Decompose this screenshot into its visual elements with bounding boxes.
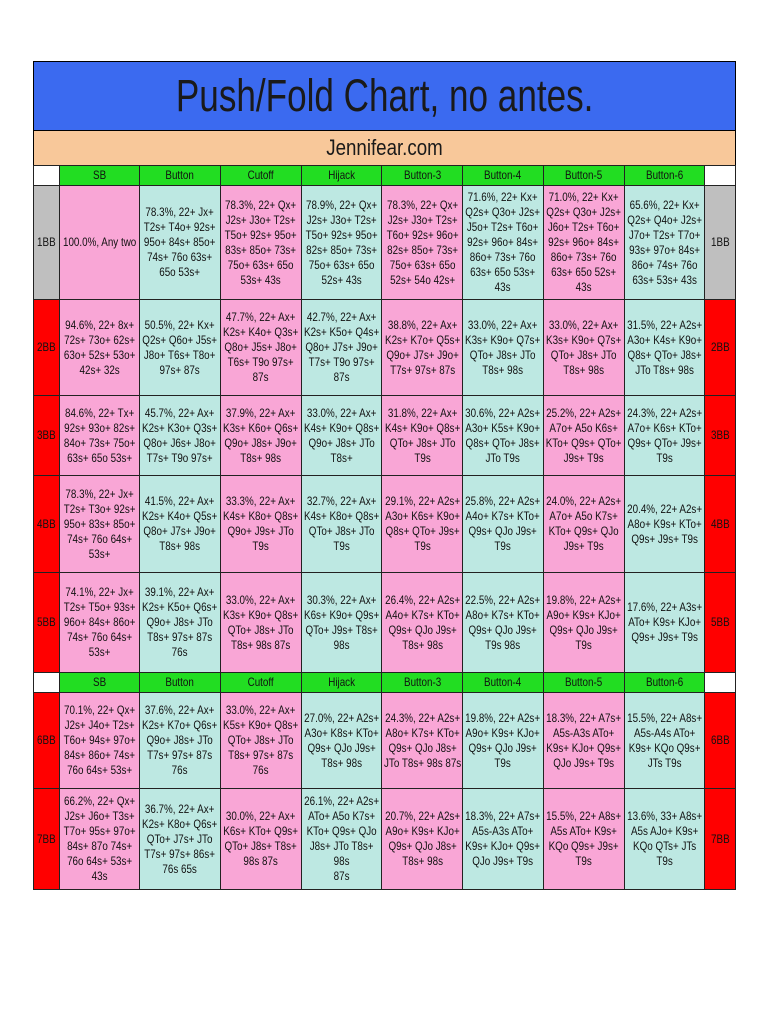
stack-size-label xyxy=(34,476,60,573)
position-header-label: Button-3 xyxy=(403,675,441,689)
range-cell-text: 25.8%, 22+ A2s+ A4o+ K7s+ KTo+ Q9s+ QJo J9s+ T9s xyxy=(465,494,541,553)
chart-table xyxy=(33,165,736,890)
range-cell-text: 30.0%, 22+ Ax+ K6s+ KTo+ Q9s+ QTo+ J8s+ T8s+ 98s 87s xyxy=(223,809,299,868)
range-cell-text: 38.8%, 22+ Ax+ K2s+ K7o+ Q5s+ Q9o+ J7s+ J9o+ T7s+ 97s+ 87s xyxy=(384,317,460,377)
stack-size-label xyxy=(705,476,736,573)
stack-size-label xyxy=(34,789,60,890)
position-header xyxy=(59,166,140,186)
range-cell-text: 20.4%, 22+ A2s+ A8o+ K9s+ KTo+ Q9s+ J9s+ T9s xyxy=(626,501,702,546)
range-cell xyxy=(140,476,221,573)
position-header-label: Button-5 xyxy=(565,168,603,182)
stack-size-label-text: 6BB xyxy=(36,733,56,747)
range-cell xyxy=(382,789,463,890)
stack-size-label xyxy=(705,396,736,476)
stack-row xyxy=(34,693,736,789)
position-header-label: Button-5 xyxy=(565,675,603,689)
range-cell xyxy=(382,186,463,300)
range-cell-text: 29.1%, 22+ A2s+ A3o+ K6s+ K9o+ Q8s+ QTo+ J9s+ T9s xyxy=(384,494,460,553)
range-cell xyxy=(543,789,624,890)
range-cell-text: 42.7%, 22+ Ax+ K2s+ K5o+ Q4s+ Q8o+ J7s+ J9o+ T7s+ T9o 97s+ 87s xyxy=(303,310,380,384)
range-cell-text: 27.0%, 22+ A2s+ A3o+ K8s+ KTo+ Q9s+ QJo J9s+ T8s+ 98s xyxy=(304,710,380,770)
position-header-label: Button-6 xyxy=(645,675,684,689)
stack-size-label-text: 1BB xyxy=(710,235,730,249)
position-header xyxy=(59,673,140,693)
position-header-label: Cutoff xyxy=(247,168,274,182)
range-cell xyxy=(140,789,221,890)
stack-size-label-text: 5BB xyxy=(710,615,730,629)
position-header-label: Button xyxy=(165,675,195,689)
position-header xyxy=(543,673,624,693)
range-cell-text: 26.4%, 22+ A2s+ A4o+ K7s+ KTo+ Q9s+ QJo J9s+ T8s+ 98s xyxy=(384,592,460,652)
range-cell-text: 78.3%, 22+ Qx+ J2s+ J3o+ T2s+ T5o+ 92s+ 95o+ 83s+ 85o+ 73s+ 75o+ 63s+ 65o 53s+ 43s xyxy=(224,197,297,287)
range-cell-text: 33.3%, 22+ Ax+ K4s+ K8o+ Q8s+ Q9o+ J9s+ JTo T9s xyxy=(223,494,299,553)
range-cell-text: 94.6%, 22+ 8x+ 72s+ 73o+ 62s+ 63o+ 52s+ 53o+ 42s+ 32s xyxy=(63,317,136,377)
stack-size-label xyxy=(705,789,736,890)
range-cell-text: 30.3%, 22+ Ax+ K6s+ K9o+ Q9s+ QTo+ J9s+ T8s+ 98s xyxy=(303,592,380,652)
range-cell xyxy=(463,186,544,300)
range-cell xyxy=(624,476,705,573)
range-cell-text: 33.0%, 22+ Ax+ K4s+ K9o+ Q8s+ Q9o+ J8s+ JTo T8s+ xyxy=(303,405,380,465)
range-cell-text: 33.0%, 22+ Ax+ K3s+ K9o+ Q8s+ QTo+ J8s+ JTo T8s+ 98s 87s xyxy=(223,592,299,652)
range-cell xyxy=(382,573,463,673)
header-blank-cell xyxy=(34,673,60,693)
stack-row xyxy=(34,396,736,476)
range-cell-text: 45.7%, 22+ Ax+ K2s+ K3o+ Q3s+ Q8o+ J6s+ J8o+ T7s+ T9o 97s+ xyxy=(142,405,218,465)
stack-size-label xyxy=(705,186,736,300)
range-cell xyxy=(543,186,624,300)
range-cell-text: 84.6%, 22+ Tx+ 92s+ 93o+ 82s+ 84o+ 73s+ 75o+ 63s+ 65o 53s+ xyxy=(63,405,136,465)
range-cell-text: 78.3%, 22+ Jx+ T2s+ T3o+ 92s+ 95o+ 83s+ 85o+ 74s+ 76o 64s+ 53s+ xyxy=(63,486,136,561)
range-cell xyxy=(624,693,705,789)
stack-size-label-text: 3BB xyxy=(710,428,730,442)
range-cell-text: 41.5%, 22+ Ax+ K2s+ K4o+ Q5s+ Q8o+ J7s+ J9o+ T8s+ 98s xyxy=(142,494,218,553)
chart-subtitle: Jennifear.com xyxy=(326,135,443,160)
range-cell-text: 32.7%, 22+ Ax+ K4s+ K8o+ Q8s+ QTo+ J8s+ JTo T9s xyxy=(303,494,380,553)
range-cell-text: 15.5%, 22+ A8s+ A5s-A4s ATo+ K9s+ KQo Q9s+ JTs T9s xyxy=(626,710,702,770)
range-cell xyxy=(624,300,705,396)
stack-size-label-text: 7BB xyxy=(710,831,730,846)
range-cell xyxy=(543,396,624,476)
range-cell-text: 78.9%, 22+ Qx+ J2s+ J3o+ T2s+ T5o+ 92s+ 95o+ 82s+ 85o+ 73s+ 75o+ 63s+ 65o 52s+ 43s xyxy=(305,197,378,287)
range-cell xyxy=(624,789,705,890)
range-cell xyxy=(543,573,624,673)
range-cell xyxy=(301,693,382,789)
position-header xyxy=(463,166,544,186)
range-cell xyxy=(301,396,382,476)
range-cell xyxy=(59,396,140,476)
range-cell xyxy=(543,693,624,789)
range-cell-text: 13.6%, 33+ A8s+ A5s AJo+ K9s+ KQo QTs+ JTs T9s xyxy=(626,809,702,868)
header-blank-cell xyxy=(34,166,60,186)
position-header xyxy=(382,673,463,693)
range-cell xyxy=(382,300,463,396)
range-cell-text: 17.6%, 22+ A3s+ ATo+ K9s+ KJo+ Q9s+ J9s+ T9s xyxy=(626,600,702,644)
header-row xyxy=(34,673,736,693)
stack-row xyxy=(34,186,736,300)
range-cell xyxy=(220,693,301,789)
range-cell-text: 65.6%, 22+ Kx+ Q2s+ Q4o+ J2s+ J7o+ T2s+ T7o+ 93s+ 97o+ 84s+ 86o+ 74s+ 76o 63s+ 53s+ 43s xyxy=(627,197,702,287)
stack-size-label-text: 7BB xyxy=(36,831,56,846)
position-header-label: Cutoff xyxy=(247,675,274,689)
range-cell xyxy=(220,789,301,890)
position-header-label: Button-4 xyxy=(484,675,522,689)
range-cell xyxy=(220,476,301,573)
range-cell xyxy=(301,300,382,396)
range-cell xyxy=(382,476,463,573)
range-cell xyxy=(59,693,140,789)
stack-size-label-text: 3BB xyxy=(36,428,56,442)
range-cell xyxy=(463,476,544,573)
range-cell xyxy=(463,693,544,789)
stack-row xyxy=(34,789,736,890)
stack-size-label-text: 2BB xyxy=(710,340,730,354)
position-header-label: SB xyxy=(92,168,106,182)
range-cell-text: 50.5%, 22+ Kx+ Q2s+ Q6o+ J5s+ J8o+ T6s+ T8o+ 97s+ 87s xyxy=(142,317,218,377)
range-cell-text: 74.1%, 22+ Jx+ T2s+ T5o+ 93s+ 96o+ 84s+ 86o+ 74s+ 76o 64s+ 53s+ xyxy=(63,585,136,659)
range-cell xyxy=(220,186,301,300)
range-cell-text: 33.0%, 22+ Ax+ K3s+ K9o+ Q7s+ QTo+ J8s+ JTo T8s+ 98s xyxy=(546,317,622,377)
range-cell-text: 37.9%, 22+ Ax+ K3s+ K6o+ Q6s+ Q9o+ J8s+ J9o+ T8s+ 98s xyxy=(223,405,299,465)
position-header xyxy=(382,166,463,186)
position-header xyxy=(624,166,705,186)
position-header-label: Button xyxy=(165,168,195,182)
stack-size-label xyxy=(34,396,60,476)
range-cell xyxy=(301,476,382,573)
position-header-label: Button-6 xyxy=(645,168,684,182)
range-cell xyxy=(59,186,140,300)
stack-size-label xyxy=(34,573,60,673)
header-row xyxy=(34,166,736,186)
range-cell-text: 30.6%, 22+ A2s+ A3o+ K5s+ K9o+ Q8s+ QTo+ J8s+ JTo T9s xyxy=(465,405,541,465)
range-cell xyxy=(382,396,463,476)
stack-size-label xyxy=(34,300,60,396)
range-cell-text: 70.1%, 22+ Qx+ J2s+ J4o+ T2s+ T6o+ 94s+ 97o+ 84s+ 86o+ 74s+ 76o 64s+ 53s+ xyxy=(63,703,136,777)
range-cell xyxy=(140,693,221,789)
range-cell xyxy=(220,396,301,476)
range-cell xyxy=(59,476,140,573)
range-cell xyxy=(624,396,705,476)
position-header xyxy=(301,166,382,186)
range-cell-text: 24.0%, 22+ A2s+ A7o+ A5o K7s+ KTo+ Q9s+ QJo J9s+ T9s xyxy=(546,494,622,553)
position-header-label: SB xyxy=(92,675,106,689)
range-cell xyxy=(463,396,544,476)
range-cell xyxy=(624,186,705,300)
range-cell-text: 47.7%, 22+ Ax+ K2s+ K4o+ Q3s+ Q8o+ J5s+ J8o+ T6s+ T9o 97s+ 87s xyxy=(223,310,299,384)
range-cell-text: 18.3%, 22+ A7s+ A5s-A3s ATo+ K9s+ KJo+ Q9s+ QJo J9s+ T9s xyxy=(465,809,541,868)
push-fold-chart xyxy=(33,61,736,890)
range-cell-text: 37.6%, 22+ Ax+ K2s+ K7o+ Q6s+ Q9o+ J8s+ JTo T7s+ 97s+ 87s 76s xyxy=(142,703,218,777)
range-cell-text: 66.2%, 22+ Qx+ J2s+ J6o+ T3s+ T7o+ 95s+ 97o+ 84s+ 87o 74s+ 76o 64s+ 53s+ 43s xyxy=(63,794,136,883)
range-cell xyxy=(382,693,463,789)
stack-size-label xyxy=(705,300,736,396)
range-cell xyxy=(140,396,221,476)
subtitle-bar xyxy=(33,131,736,165)
range-cell xyxy=(543,476,624,573)
chart-title: Push/Fold Chart, no antes. xyxy=(175,70,594,121)
range-cell-text: 19.8%, 22+ A2s+ A9o+ K9s+ KJo+ Q9s+ QJo J9s+ T9s xyxy=(546,592,622,652)
stack-size-label-text: 4BB xyxy=(710,516,730,531)
stack-size-label xyxy=(705,573,736,673)
stack-size-label-text: 2BB xyxy=(36,340,56,354)
header-blank-cell xyxy=(705,166,736,186)
range-cell-text: 33.0%, 22+ Ax+ K5s+ K9o+ Q8s+ QTo+ J8s+ JTo T8s+ 97s+ 87s 76s xyxy=(223,703,299,777)
range-cell-text: 78.3%, 22+ Jx+ T2s+ T4o+ 92s+ 95o+ 84s+ 85o+ 74s+ 76o 63s+ 65o 53s+ xyxy=(144,205,216,279)
range-cell-text: 31.8%, 22+ Ax+ K4s+ K9o+ Q8s+ QTo+ J8s+ JTo T9s xyxy=(384,405,460,465)
header-blank-cell xyxy=(705,673,736,693)
stack-row xyxy=(34,300,736,396)
range-cell-text: 71.0%, 22+ Kx+ Q2s+ Q3o+ J2s+ J6o+ T2s+ T6o+ 92s+ 96o+ 84s+ 86o+ 73s+ 76o 63s+ 65o 52s+ 43s xyxy=(546,190,622,294)
stack-size-label-text: 4BB xyxy=(36,516,56,531)
range-cell-text: 39.1%, 22+ Ax+ K2s+ K5o+ Q6s+ Q9o+ J8s+ JTo T8s+ 97s+ 87s 76s xyxy=(142,585,218,659)
range-cell xyxy=(59,573,140,673)
range-cell xyxy=(624,573,705,673)
range-cell-text: 22.5%, 22+ A2s+ A8o+ K7s+ KTo+ Q9s+ QJo J9s+ T9s 98s xyxy=(465,592,541,652)
position-header-label: Button-4 xyxy=(484,168,522,182)
range-cell-text: 20.7%, 22+ A2s+ A9o+ K9s+ KJo+ Q9s+ QJo J8s+ T8s+ 98s xyxy=(384,809,460,868)
position-header xyxy=(301,673,382,693)
position-header-label: Hijack xyxy=(328,675,355,689)
range-cell-text: 78.3%, 22+ Qx+ J2s+ J3o+ T2s+ T6o+ 92s+ 96o+ 82s+ 85o+ 73s+ 75o+ 63s+ 65o 52s+ 54o 42s+ xyxy=(386,197,459,287)
stack-size-label-text: 6BB xyxy=(710,733,730,747)
stack-size-label-text: 5BB xyxy=(36,615,56,629)
stack-row xyxy=(34,476,736,573)
range-cell xyxy=(301,789,382,890)
range-cell xyxy=(463,573,544,673)
position-header xyxy=(220,166,301,186)
range-cell xyxy=(220,300,301,396)
range-cell xyxy=(140,186,221,300)
range-cell xyxy=(140,300,221,396)
range-cell-text: 24.3%, 22+ A2s+ A7o+ K6s+ KTo+ Q9s+ QTo+ J9s+ T9s xyxy=(626,405,702,465)
range-cell xyxy=(301,186,382,300)
position-header xyxy=(624,673,705,693)
range-cell xyxy=(543,300,624,396)
range-cell xyxy=(140,573,221,673)
stack-size-label xyxy=(705,693,736,789)
range-cell-text: 71.6%, 22+ Kx+ Q2s+ Q3o+ J2s+ J5o+ T2s+ T6o+ 92s+ 96o+ 84s+ 86o+ 73s+ 76o 63s+ 65o 53s+ 43s xyxy=(465,190,541,294)
position-header xyxy=(140,673,221,693)
range-cell-text: 31.5%, 22+ A2s+ A3o+ K4s+ K9o+ Q8s+ QTo+ J8s+ JTo T8s+ 98s xyxy=(626,317,702,377)
stack-size-label xyxy=(34,693,60,789)
stack-size-label xyxy=(34,186,60,300)
position-header xyxy=(140,166,221,186)
stack-row xyxy=(34,573,736,673)
range-cell-text: 100.0%, Any two xyxy=(62,235,137,249)
range-cell-text: 36.7%, 22+ Ax+ K2s+ K8o+ Q6s+ QTo+ J7s+ JTo T7s+ 97s+ 86s+ 76s 65s xyxy=(142,801,218,876)
stack-size-label-text: 1BB xyxy=(36,235,56,249)
range-cell xyxy=(59,300,140,396)
position-header xyxy=(220,673,301,693)
range-cell-text: 25.2%, 22+ A2s+ A7o+ A5o K6s+ KTo+ Q9s+ QTo+ J9s+ T9s xyxy=(545,405,622,465)
range-cell xyxy=(463,300,544,396)
range-cell-text: 26.1%, 22+ A2s+ ATo+ A5o K7s+ KTo+ Q9s+ QJo J8s+ JTo T8s+ 98s 87s xyxy=(304,794,380,883)
position-header-label: Button-3 xyxy=(403,168,441,182)
range-cell-text: 15.5%, 22+ A8s+ A5s ATo+ K9s+ KQo Q9s+ J9s+ T9s xyxy=(546,809,622,868)
position-header xyxy=(463,673,544,693)
position-header xyxy=(543,166,624,186)
title-bar xyxy=(33,61,736,131)
range-cell-text: 24.3%, 22+ A2s+ A8o+ K7s+ KTo+ Q9s+ QJo J8s+ JTo T8s+ 98s 87s xyxy=(383,710,461,770)
range-cell-text: 33.0%, 22+ Ax+ K3s+ K9o+ Q7s+ QTo+ J8s+ JTo T8s+ 98s xyxy=(465,317,541,377)
range-cell xyxy=(463,789,544,890)
range-cell-text: 18.3%, 22+ A7s+ A5s-A3s ATo+ K9s+ KJo+ Q9s+ QJo J9s+ T9s xyxy=(546,710,622,770)
range-cell-text: 19.8%, 22+ A2s+ A9o+ K9s+ KJo+ Q9s+ QJo J9s+ T9s xyxy=(465,710,541,770)
range-cell xyxy=(59,789,140,890)
range-cell xyxy=(220,573,301,673)
range-cell xyxy=(301,573,382,673)
position-header-label: Hijack xyxy=(328,168,355,182)
